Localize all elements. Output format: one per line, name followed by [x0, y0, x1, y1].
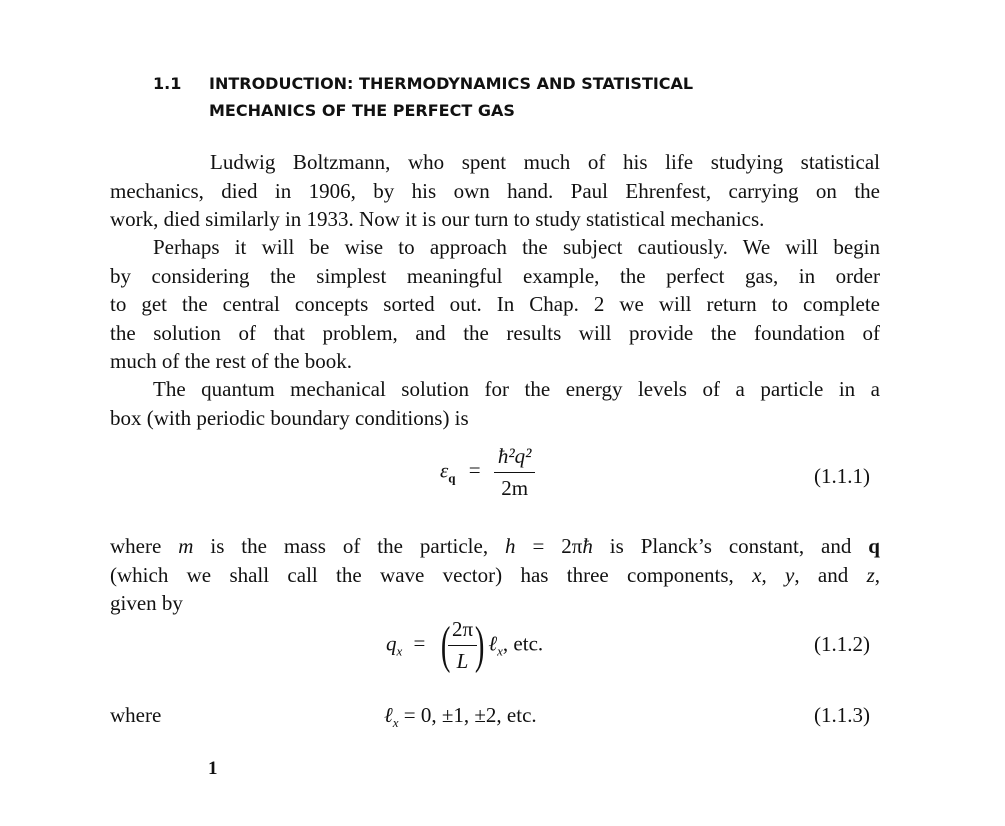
- paragraph-line: box (with periodic boundary conditions) is: [110, 405, 469, 430]
- text-run: is the mass of the particle,: [193, 534, 506, 558]
- text-run: = 2π: [515, 534, 583, 558]
- equation-label-1-1-2: (1.1.2): [814, 632, 870, 656]
- paragraph-line: the solution of that problem, and the results will provide the foundation of: [110, 320, 880, 345]
- eq1-numerator: ħ²q²: [494, 444, 536, 473]
- text-run: ,: [874, 562, 880, 587]
- eq2-tail-var: ℓ: [488, 631, 498, 656]
- eq2-tail-text: , etc.: [502, 631, 544, 656]
- eq1-lhs: ε: [440, 458, 449, 483]
- math-var-m: m: [178, 534, 194, 558]
- eq2-tail-sub: x: [497, 643, 503, 659]
- eq3-lhs: ℓ: [384, 703, 393, 727]
- text-run: (which we shall call the wave vector) has three components,: [110, 562, 753, 587]
- eq3-lhs-sub: x: [392, 715, 399, 731]
- paragraph-4: [110, 532, 880, 618]
- paragraph-1: [110, 148, 880, 234]
- paragraph-line: much of the rest of the book.: [110, 349, 353, 373]
- math-var-y: y: [785, 562, 795, 587]
- page-number: 1: [208, 758, 218, 779]
- paragraph-2: [110, 233, 880, 376]
- equation-label-1-1-1: (1.1.1): [814, 464, 870, 488]
- paragraph-line: by considering the simplest meaningful example, the perfect gas, in order: [110, 263, 880, 288]
- paragraph-line: Ludwig Boltzmann, who spent much of his life studying statistical: [210, 150, 880, 174]
- eq3-rhs: = 0, ±1, ±2, etc.: [398, 703, 537, 727]
- paragraph-line: mechanics, died in 1906, by his own hand. Paul Ehrenfest, carrying on the: [110, 178, 880, 203]
- eq2-equals: =: [413, 631, 426, 656]
- section-number: 1.1: [153, 74, 182, 93]
- eq1-fraction: [494, 444, 536, 501]
- text-run: , and: [794, 562, 867, 587]
- equation-1-1-1: [440, 444, 535, 501]
- paragraph-line: given by: [110, 591, 183, 615]
- paragraph-line: work, died similarly in 1933. Now it is our turn to study statistical mechanics.: [110, 207, 765, 231]
- section-title-line-2: MECHANICS OF THE PERFECT GAS: [209, 101, 515, 120]
- eq2-lhs: q: [386, 631, 397, 656]
- eq2-numerator: 2π: [448, 617, 477, 646]
- text-run: where: [110, 534, 179, 558]
- paragraph-3: [110, 375, 880, 432]
- text-run: ,: [761, 562, 786, 587]
- paragraph-line: to get the central concepts sorted out. In Chap. 2 we will return to complete: [110, 292, 880, 316]
- section-title-line-1: INTRODUCTION: THERMODYNAMICS AND STATISTICAL: [209, 74, 694, 93]
- paragraph-line: [110, 561, 880, 590]
- left-paren-glyph: (: [440, 617, 451, 674]
- eq1-lhs-sub: q: [448, 470, 456, 486]
- math-var-q: q: [868, 534, 880, 558]
- math-var-x: x: [752, 562, 762, 587]
- eq1-denominator: 2m: [501, 476, 529, 500]
- equation-1-1-2: [386, 616, 543, 675]
- math-var-h: h: [505, 534, 516, 558]
- right-paren-glyph: ): [474, 617, 485, 674]
- math-var-hbar: ħ: [582, 534, 593, 558]
- equation-1-1-3: [384, 703, 537, 731]
- paragraph-line: Perhaps it will be wise to approach the subject cautiously. We will begin: [153, 235, 880, 259]
- eq2-denominator: L: [456, 649, 469, 673]
- eq2-fraction: [448, 617, 477, 674]
- paragraph-line: The quantum mechanical solution for the energy levels of a particle in a: [153, 377, 880, 401]
- where-label: where: [110, 703, 162, 727]
- math-var-z: z: [866, 562, 875, 587]
- text-run: is Planck’s constant, and: [592, 534, 869, 558]
- eq2-lhs-sub: x: [396, 643, 403, 659]
- paragraph-line: [110, 532, 880, 561]
- equation-label-1-1-3: (1.1.3): [814, 703, 870, 727]
- eq1-equals: =: [468, 458, 481, 483]
